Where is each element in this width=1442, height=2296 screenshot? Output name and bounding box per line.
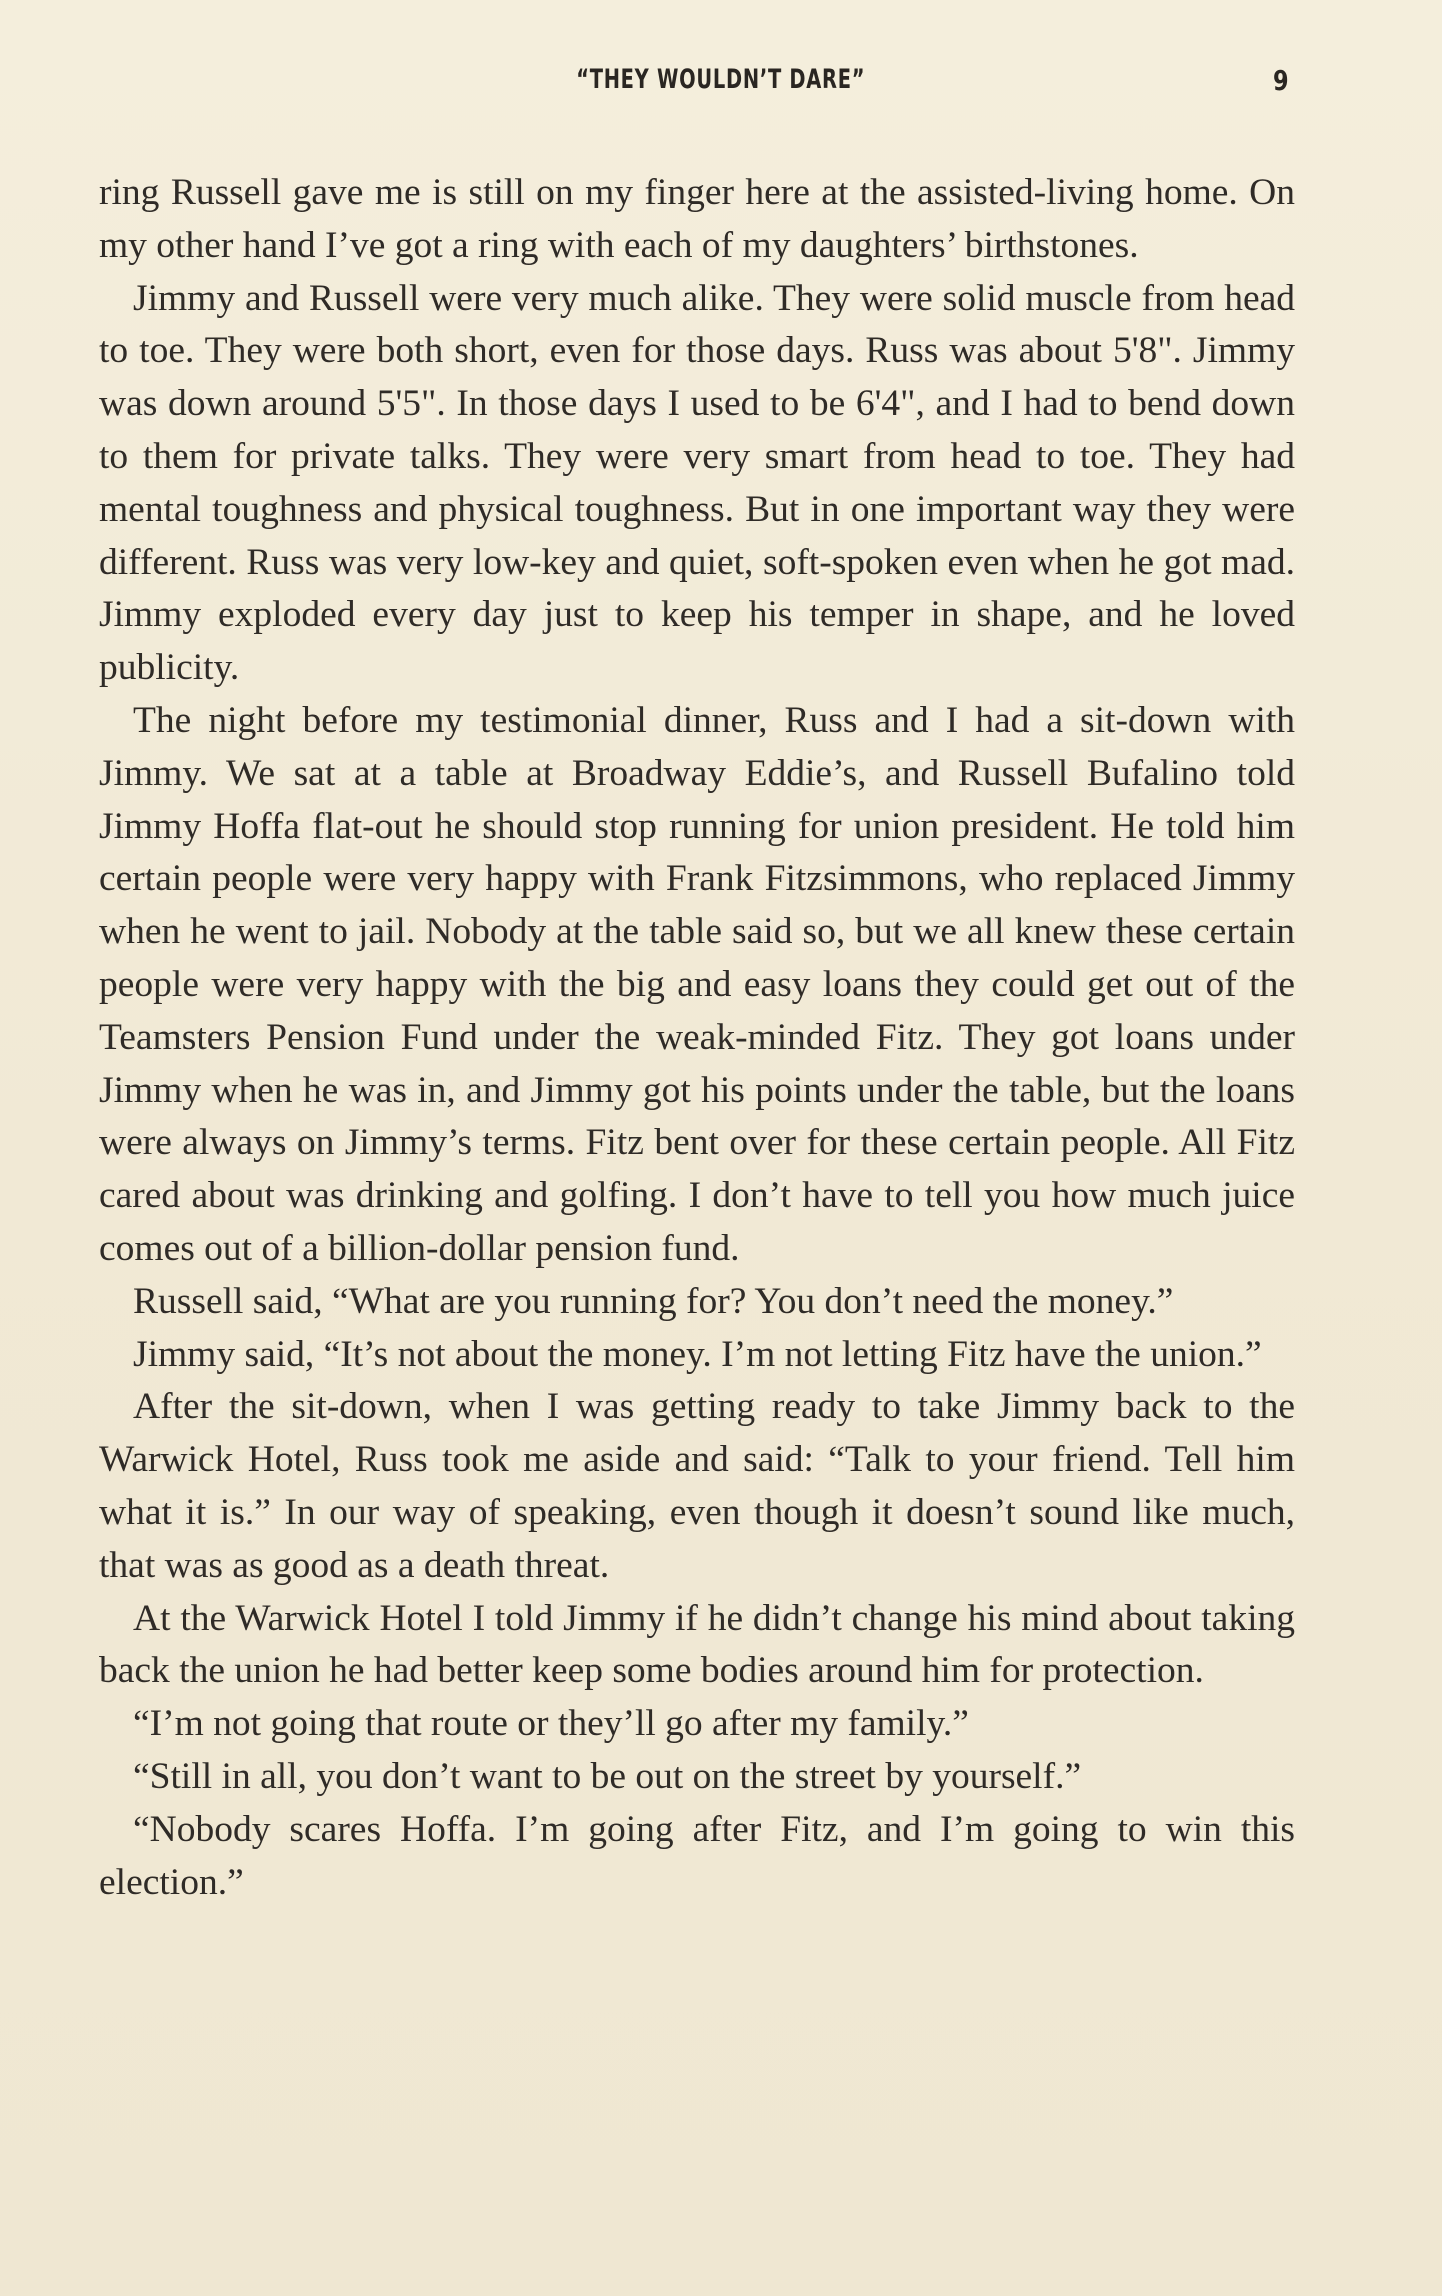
paragraph-8: “I’m not going that route or they’ll go after my family.”: [133, 1703, 969, 1745]
paragraph-3: The night before my testimonial dinner, Russ and I had a sit-down with Jimmy. We sat at a table at Broadway Eddie’s, and Russell Bufalino told Jimmy Hoffa flat-out he should stop running for union president. He told him certain people were very happy with Frank Fitzsimmons, who replaced Jimmy when he went to jail. Nobody at the table said so, but we all knew these certain people were very happy with the big and easy loans they could get out of the Teamsters Pension Fund under the weak-minded Fitz. They got loans under Jimmy when he was in, and Jimmy got his points under the table, but the loans were always on Jimmy’s terms. Fitz bent over for these certain people. All Fitz cared about was drinking and golfing. I don’t have to tell you how much juice comes out of a billion-dollar pension fund.: [99, 699, 1295, 1269]
running-title: “THEY WOULDN’T DARE”: [576, 64, 866, 95]
paragraph-10: “Nobody scares Hoffa. I’m going after Fitz, and I’m going to win this election.”: [99, 1808, 1295, 1903]
page-number: 9: [1272, 64, 1289, 97]
paragraph-1: ring Russell gave me is still on my finger here at the assisted-living home. On my other hand I’ve got a ring with each of my daughters’ birthstones.: [99, 172, 1295, 266]
paragraph-5: Jimmy said, “It’s not about the money. I’m not letting Fitz have the union.”: [133, 1333, 1262, 1375]
paragraph-9: “Still in all, you don’t want to be out on the street by yourself.”: [133, 1755, 1082, 1797]
paragraph-4: Russell said, “What are you running for? You don’t need the money.”: [133, 1280, 1174, 1322]
paragraph-2: Jimmy and Russell were very much alike. They were solid muscle from head to toe. They were both short, even for those days. Russ was about 5'8". Jimmy was down around 5'5". In those days I used to be 6'4", and I had to bend down to them for private talks. They were very smart from head to toe. They had mental toughness and physical toughness. But in one important way they were different. Russ was very low-key and quiet, soft-spoken even when he got mad. Jimmy exploded every day just to keep his temper in shape, and he loved publicity.: [99, 277, 1295, 689]
paragraph-7: At the Warwick Hotel I told Jimmy if he didn’t change his mind about taking back the union he had better keep some bodies around him for protection.: [99, 1597, 1295, 1692]
body-text: [99, 167, 1295, 1909]
paragraph-6: After the sit-down, when I was getting ready to take Jimmy back to the Warwick Hotel, Russ took me aside and said: “Talk to your friend. Tell him what it is.” In our way of speaking, even though it doesn’t sound like much, that was as good as a death threat.: [99, 1386, 1295, 1586]
running-head: [0, 64, 1442, 108]
